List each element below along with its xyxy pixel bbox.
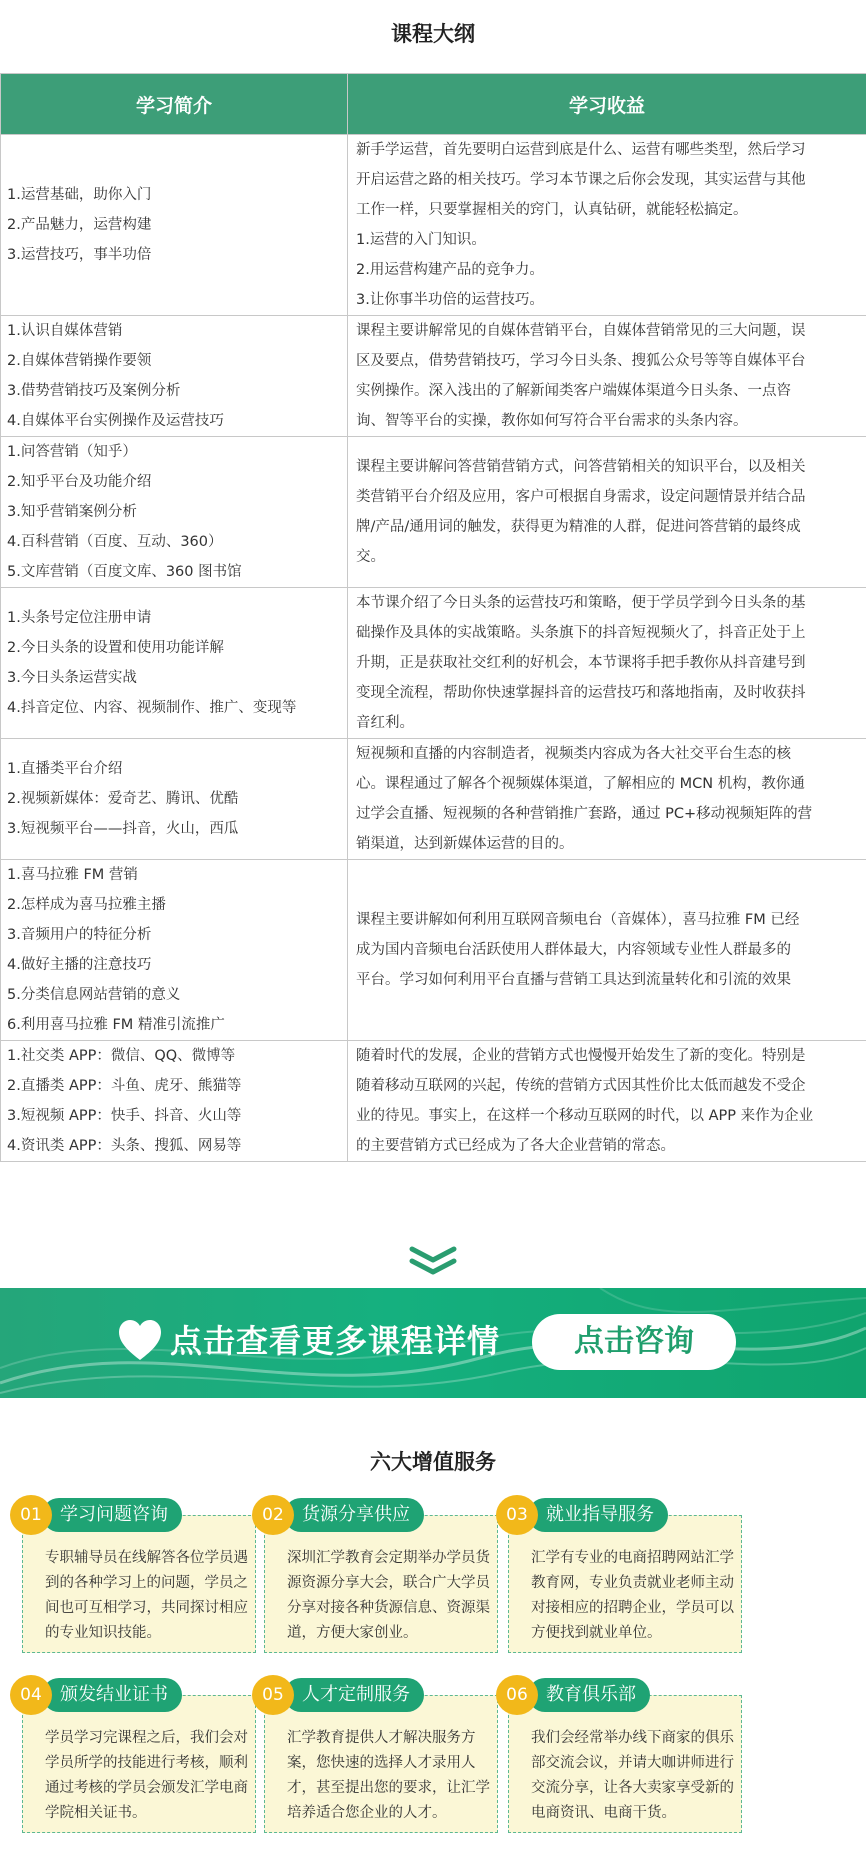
header-intro: 学习简介 <box>1 74 348 135</box>
intro-cell <box>1 316 348 437</box>
intro-cell <box>1 437 348 588</box>
intro-cell <box>1 1041 348 1162</box>
intro-line: 3.运营技巧，事半功倍 <box>7 247 152 263</box>
service-desc-line: 才，甚至提出您的要求，让汇学 <box>287 1780 490 1796</box>
service-desc-line: 源资源分享大会，联合广大学员 <box>287 1575 490 1591</box>
benefit-line: 变现全流程，帮助你快速掌握抖音的运营技巧和落地指南，及时收获抖 <box>356 685 806 701</box>
intro-line: 1.社交类 APP：微信、QQ、微博等 <box>7 1048 236 1064</box>
benefit-line: 1.运营的入门知识。 <box>356 232 486 248</box>
benefit-line: 区及要点，借势营销技巧，学习今日头条、搜狐公众号等等自媒体平台 <box>356 353 806 369</box>
service-desc-line: 电商资讯、电商干货。 <box>531 1805 676 1821</box>
benefit-cell <box>348 860 866 1041</box>
benefit-line: 工作一样，只要掌握相关的窍门，认真钻研，就能轻松搞定。 <box>356 202 748 218</box>
service-number-badge: 06 <box>496 1675 538 1715</box>
service-desc-line: 学员学习完课程之后，我们会对 <box>45 1730 248 1746</box>
benefit-line: 牌/产品/通用词的触发，获得更为精准的人群，促进问答营销的最终成 <box>356 519 801 535</box>
benefit-line: 短视频和直播的内容制造者，视频类内容成为各大社交平台生态的核 <box>356 746 791 762</box>
service-name: 货源分享供应 <box>284 1498 424 1532</box>
benefit-line: 成为国内音频电台活跃使用人群体最大，内容领域专业性人群最多的 <box>356 942 791 958</box>
service-desc-line: 方便找到就业单位。 <box>531 1625 662 1641</box>
intro-line: 4.做好主播的注意技巧 <box>7 957 152 973</box>
banner-text: 点击查看更多课程详情 <box>170 1322 501 1360</box>
intro-line: 2.产品魅力，运营构建 <box>7 217 152 233</box>
service-card <box>508 1695 742 1833</box>
benefit-line: 课程主要讲解常见的自媒体营销平台，自媒体营销常见的三大问题，误 <box>356 323 806 339</box>
service-number-badge: 02 <box>252 1495 294 1535</box>
course-detail-banner[interactable] <box>0 1288 866 1398</box>
service-card <box>22 1695 256 1833</box>
intro-line: 1.认识自媒体营销 <box>7 323 123 339</box>
service-desc-line: 交流分享，让各大卖家享受新的 <box>531 1780 734 1796</box>
benefit-line: 过学会直播、短视频的各种营销推广套路，通过 PC+移动视频矩阵的营 <box>356 806 813 822</box>
intro-line: 6.利用喜马拉雅 FM 精准引流推广 <box>7 1017 225 1033</box>
service-card <box>22 1515 256 1653</box>
benefit-line: 类营销平台介绍及应用，客户可根据自身需求，设定问题情景并结合品 <box>356 489 806 505</box>
service-desc-line: 到的各种学习上的问题，学员之 <box>45 1575 248 1591</box>
outline-row <box>1 588 866 739</box>
benefit-line: 开启运营之路的相关技巧。学习本节课之后你会发现，其实运营与其他 <box>356 172 806 188</box>
benefit-line: 础操作及具体的实战策略。头条旗下的抖音短视频火了，抖音正处于上 <box>356 625 806 641</box>
benefit-line: 随着移动互联网的兴起，传统的营销方式因其性价比太低而越发不受企 <box>356 1078 806 1094</box>
intro-cell <box>1 588 348 739</box>
benefit-line: 询、智等平台的实操，教你如何写符合平台需求的头条内容。 <box>356 413 748 429</box>
intro-line: 5.分类信息网站营销的意义 <box>7 987 181 1003</box>
benefit-line: 的主要营销方式已经成为了各大企业营销的常态。 <box>356 1138 675 1154</box>
benefit-line: 随着时代的发展，企业的营销方式也慢慢开始发生了新的变化。特别是 <box>356 1048 806 1064</box>
service-desc-line: 的专业知识技能。 <box>45 1625 161 1641</box>
header-benefit: 学习收益 <box>348 74 866 135</box>
intro-line: 5.文库营销（百度文库、360 图书馆 <box>7 564 242 580</box>
service-desc-line: 道，方便大家创业。 <box>287 1625 418 1641</box>
intro-line: 4.抖音定位、内容、视频制作、推广、变现等 <box>7 700 297 716</box>
intro-line: 1.喜马拉雅 FM 营销 <box>7 867 138 883</box>
intro-cell <box>1 135 348 316</box>
intro-line: 3.知乎营销案例分析 <box>7 504 137 520</box>
service-desc-line: 培养适合您企业的人才。 <box>287 1805 447 1821</box>
intro-line: 1.问答营销（知乎） <box>7 444 137 460</box>
outline-row <box>1 739 866 860</box>
intro-line: 2.知乎平台及功能介绍 <box>7 474 152 490</box>
outline-row <box>1 316 866 437</box>
intro-line: 4.资讯类 APP：头条、搜狐、网易等 <box>7 1138 242 1154</box>
benefit-line: 课程主要讲解如何利用互联网音频电台（音媒体），喜马拉雅 FM 已经 <box>356 912 800 928</box>
benefit-cell <box>348 1041 866 1162</box>
benefit-cell <box>348 588 866 739</box>
double-chevron-down-icon <box>408 1245 458 1277</box>
benefit-line: 音红利。 <box>356 715 414 731</box>
benefit-line: 3.让你事半功倍的运营技巧。 <box>356 292 544 308</box>
benefit-cell <box>348 316 866 437</box>
benefit-line: 业的待见。事实上，在这样一个移动互联网的时代，以 APP 来作为企业 <box>356 1108 814 1124</box>
service-desc-line: 深圳汇学教育会定期举办学员货 <box>287 1550 490 1566</box>
intro-line: 2.视频新媒体：爱奇艺、腾讯、优酷 <box>7 791 239 807</box>
service-desc-line: 学员所学的技能进行考核，顺利 <box>45 1755 248 1771</box>
benefit-line: 2.用运营构建产品的竞争力。 <box>356 262 544 278</box>
benefit-line: 心。课程通过了解各个视频媒体渠道，了解相应的 MCN 机构，教你通 <box>356 776 805 792</box>
benefit-line: 交。 <box>356 549 385 565</box>
outline-row <box>1 860 866 1041</box>
service-desc-line: 教育网，专业负责就业老师主动 <box>531 1575 734 1591</box>
service-name: 教育俱乐部 <box>528 1678 650 1712</box>
benefit-line: 实例操作。深入浅出的了解新闻类客户端媒体渠道今日头条、一点咨 <box>356 383 791 399</box>
service-desc-line: 我们会经常举办线下商家的俱乐 <box>531 1730 734 1746</box>
intro-line: 2.今日头条的设置和使用功能详解 <box>7 640 224 656</box>
benefit-cell <box>348 739 866 860</box>
outline-table <box>0 73 866 1162</box>
service-card <box>508 1515 742 1653</box>
service-desc-line: 学院相关证书。 <box>45 1805 147 1821</box>
intro-line: 3.短视频 APP：快手、抖音、火山等 <box>7 1108 242 1124</box>
intro-line: 2.自媒体营销操作要领 <box>7 353 152 369</box>
benefit-cell <box>348 135 866 316</box>
service-desc-line: 分享对接各种货源信息、资源渠 <box>287 1600 490 1616</box>
intro-line: 2.直播类 APP：斗鱼、虎牙、熊猫等 <box>7 1078 242 1094</box>
outline-header-row <box>1 74 866 135</box>
intro-line: 3.今日头条运营实战 <box>7 670 137 686</box>
service-number-badge: 01 <box>10 1495 52 1535</box>
intro-line: 3.短视频平台——抖音，火山，西瓜 <box>7 821 239 837</box>
service-name: 学习问题咨询 <box>42 1498 182 1532</box>
benefit-line: 平台。学习如何利用平台直播与营销工具达到流量转化和引流的效果 <box>356 972 791 988</box>
intro-line: 1.运营基础，助你入门 <box>7 187 152 203</box>
benefit-cell <box>348 437 866 588</box>
outline-row <box>1 1041 866 1162</box>
service-name: 颁发结业证书 <box>42 1678 182 1712</box>
intro-line: 2.怎样成为喜马拉雅主播 <box>7 897 166 913</box>
benefit-line: 本节课介绍了今日头条的运营技巧和策略，便于学员学到今日头条的基 <box>356 595 806 611</box>
intro-line: 3.音频用户的特征分析 <box>7 927 152 943</box>
outline-row <box>1 135 866 316</box>
service-desc-line: 汇学有专业的电商招聘网站汇学 <box>531 1550 734 1566</box>
intro-line: 4.百科营销（百度、互动、360） <box>7 534 223 550</box>
service-desc-line: 间也可互相学习，共同探讨相应 <box>45 1600 248 1616</box>
consult-button[interactable]: 点击咨询 <box>532 1314 736 1370</box>
service-name: 就业指导服务 <box>528 1498 668 1532</box>
intro-line: 3.借势营销技巧及案例分析 <box>7 383 181 399</box>
service-desc-line: 专职辅导员在线解答各位学员遇 <box>45 1550 248 1566</box>
intro-cell <box>1 739 348 860</box>
benefit-line: 课程主要讲解问答营销营销方式，问答营销相关的知识平台，以及相关 <box>356 459 806 475</box>
service-number-badge: 03 <box>496 1495 538 1535</box>
service-desc-line: 案，您快速的选择人才录用人 <box>287 1755 476 1771</box>
service-card <box>264 1515 498 1653</box>
benefit-line: 升期，正是获取社交红利的好机会，本节课将手把手教你从抖音建号到 <box>356 655 806 671</box>
service-number-badge: 05 <box>252 1675 294 1715</box>
service-desc-line: 通过考核的学员会颁发汇学电商 <box>45 1780 248 1796</box>
benefit-line: 销渠道，达到新媒体运营的目的。 <box>356 836 574 852</box>
service-desc-line: 汇学教育提供人才解决服务方 <box>287 1730 476 1746</box>
services-title: 六大增值服务 <box>370 1450 496 1474</box>
benefit-line: 新手学运营，首先要明白运营到底是什么、运营有哪些类型，然后学习 <box>356 142 806 158</box>
intro-line: 1.头条号定位注册申请 <box>7 610 152 626</box>
outline-row <box>1 437 866 588</box>
heart-icon <box>117 1318 163 1362</box>
service-desc-line: 对接相应的招聘企业，学员可以 <box>531 1600 734 1616</box>
service-card <box>264 1695 498 1833</box>
service-number-badge: 04 <box>10 1675 52 1715</box>
outline-title: 课程大纲 <box>391 22 475 46</box>
intro-line: 1.直播类平台介绍 <box>7 761 123 777</box>
service-name: 人才定制服务 <box>284 1678 424 1712</box>
intro-line: 4.自媒体平台实例操作及运营技巧 <box>7 413 224 429</box>
intro-cell <box>1 860 348 1041</box>
service-desc-line: 部交流会议，并请大咖讲师进行 <box>531 1755 734 1771</box>
